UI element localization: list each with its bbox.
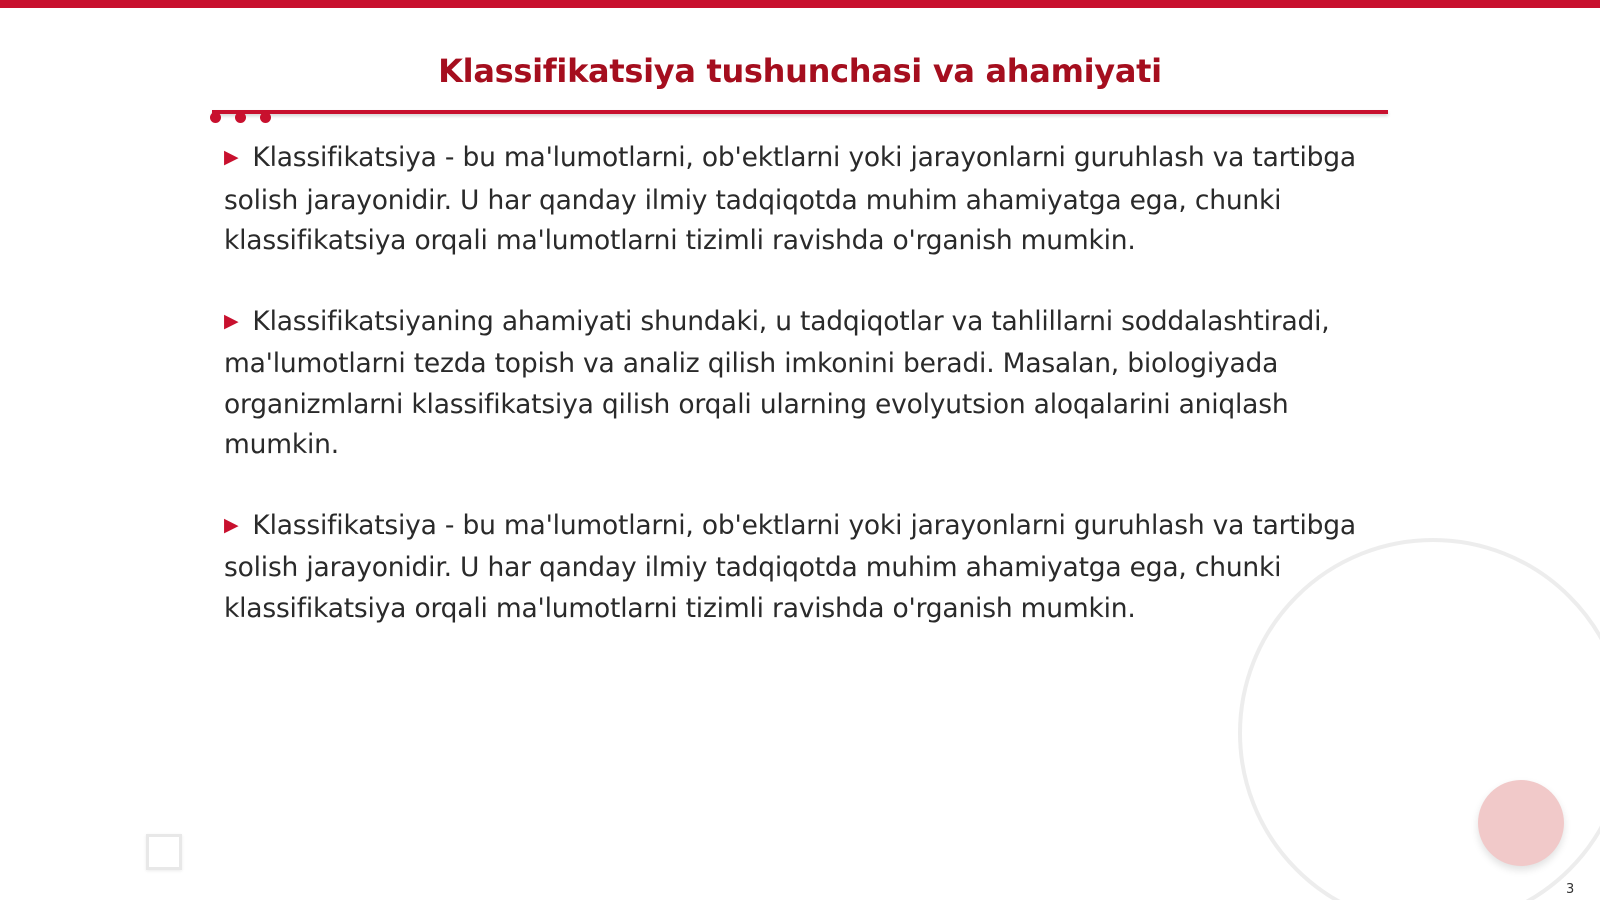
page-number: 3 <box>1566 882 1575 897</box>
bullet-paragraph <box>224 302 1374 466</box>
decorative-pink-circle <box>1478 780 1564 866</box>
accent-dot <box>235 112 246 123</box>
top-accent-bar <box>0 0 1600 8</box>
title-underline <box>212 110 1388 114</box>
paragraph-text: Klassifikatsiya - bu ma'lumotlarni, ob'ektlarni yoki jarayonlarni guruhlash va tartibga solish jarayonidir. U har qanday ilmiy tadqiqotda muhim ahamiyatga ega, chunki klassifikatsiya orqali ma'lumotlarni tizimli ravishda o'rganish mumkin. <box>224 142 1356 256</box>
paragraph-text: Klassifikatsiya - bu ma'lumotlarni, ob'ektlarni yoki jarayonlarni guruhlash va tartibga solish jarayonidir. U har qanday ilmiy tadqiqotda muhim ahamiyatga ega, chunki klassifikatsiya orqali ma'lumotlarni tizimli ravishda o'rganish mumkin. <box>224 509 1356 624</box>
slide-title: Klassifikatsiya tushunchasi va ahamiyati <box>438 52 1162 90</box>
paragraph-text: Klassifikatsiyaning ahamiyati shundaki, u tadqiqotlar va tahlillarni soddalashtiradi, ma'lumotlarni tezda topish va analiz qilish imkonini beradi. Masalan, biologiyada organizmlarni klassifikatsiya qilish orqali ularning evolyutsion aloqalarini aniqlash mumkin. <box>224 305 1330 460</box>
accent-dot <box>260 112 271 123</box>
triangle-bullet-icon: ▶ <box>224 146 239 168</box>
decorative-square <box>146 834 182 870</box>
bullet-paragraph <box>224 506 1374 630</box>
accent-dot <box>210 112 221 123</box>
triangle-bullet-icon: ▶ <box>224 309 239 332</box>
slide-body <box>224 138 1374 669</box>
triangle-bullet-icon: ▶ <box>224 513 239 536</box>
bullet-paragraph <box>224 138 1374 262</box>
